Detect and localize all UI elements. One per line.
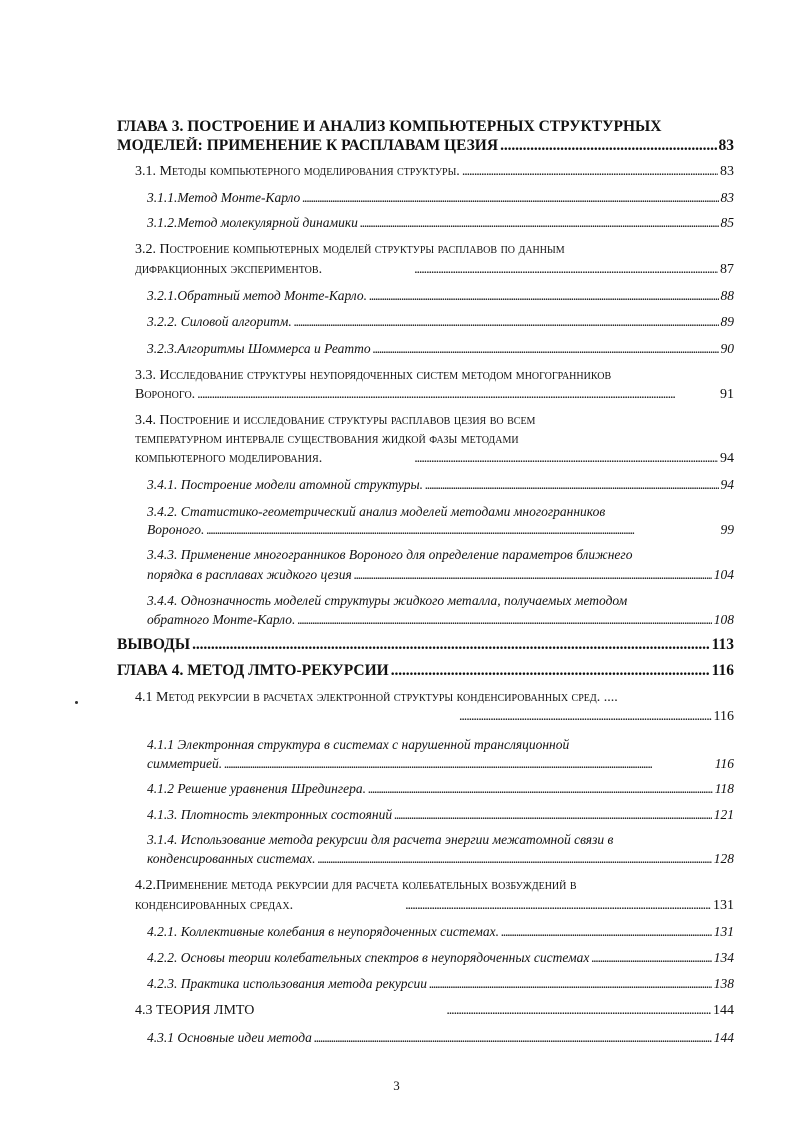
toc-entry-3-4-3[interactable] — [147, 566, 734, 583]
toc-entry-4-2-2[interactable] — [147, 949, 734, 966]
toc-entry-4-1-1-line1: 4.1.1 Электронная структура в системах с нарушенной трансляционной — [147, 737, 570, 752]
toc-entry-4-2[interactable] — [135, 897, 734, 914]
toc-entry-text: 3.2.2. Силовой алгоритм. — [147, 314, 292, 329]
leader-dots — [368, 780, 713, 797]
page-ref: 144 — [713, 1003, 734, 1018]
leader-dots — [414, 261, 718, 278]
toc-entry-4-1-line1: 4.1 Метод рекурсии в расчетах электронной структуры конденсированных сред. .... — [135, 690, 618, 705]
toc-entry-3-2-2[interactable] — [147, 313, 734, 330]
page-ref: 91 — [720, 387, 734, 402]
leader-dots — [425, 476, 718, 493]
page-ref: 99 — [720, 522, 734, 537]
toc-entry-text: порядка в расплавах жидкого цезия — [147, 567, 352, 582]
page-ref: 83 — [720, 190, 734, 205]
page-ref: 116 — [714, 756, 734, 771]
leader-dots — [294, 313, 719, 330]
toc-entry-text: Вороного. — [147, 522, 205, 537]
page-ref: 116 — [713, 709, 734, 724]
toc-entry-text: 4.3 ТЕОРИЯ ЛМТО — [135, 1003, 255, 1018]
toc-entry-text: симметрией. — [147, 756, 223, 771]
toc-entry-3-4[interactable] — [135, 450, 734, 467]
toc-entry-3-3-line1: 3.3. Исследование структуры неупорядоченных систем методом многогранников — [135, 368, 612, 383]
page-ref: 89 — [720, 314, 734, 329]
toc-chapter3-title-line2: МОДЕЛЕЙ: ПРИМЕНЕНИЕ К РАСПЛАВАМ ЦЕЗИЯ — [117, 137, 499, 154]
toc-entry-text: 3.2.1.Обратный метод Монте-Карло. — [147, 288, 367, 303]
toc-chapter3-title-line1: ГЛАВА 3. ПОСТРОЕНИЕ И АНАЛИЗ КОМПЬЮТЕРНЫХ СТРУКТУРНЫХ — [117, 118, 662, 135]
toc-entry-3-4-4-line1: 3.4.4. Однозначность моделей структуры жидкого металла, получаемых методом — [147, 593, 628, 608]
toc-entry-text: 4.2.3. Практика использования метода рекурсии — [147, 976, 427, 991]
page-ref: 131 — [713, 924, 734, 939]
toc-entry-text: 4.2.1. Коллективные колебания в неупорядоченных системах. — [147, 924, 500, 939]
toc-entry-3-2-3[interactable] — [147, 340, 734, 357]
toc-entry-3-1[interactable] — [135, 163, 734, 180]
page-ref: 94 — [720, 451, 734, 466]
page-ref: 118 — [714, 781, 734, 796]
toc-entry-3-3[interactable] — [135, 386, 734, 403]
toc-entry-4-1-2[interactable] — [147, 780, 734, 797]
leader-dots — [501, 923, 712, 940]
page-ref: 138 — [713, 976, 734, 991]
leader-dots — [197, 386, 718, 403]
page-ref: 104 — [713, 567, 734, 582]
page-number: 3 — [393, 1078, 400, 1093]
toc-entry-3-2[interactable] — [135, 261, 734, 278]
leader-dots — [391, 662, 710, 679]
leader-dots — [446, 1002, 711, 1019]
leader-dots — [405, 897, 711, 914]
toc-entry-text: 3.4.1. Построение модели атомной структуры. — [147, 477, 424, 492]
page-ref: 131 — [713, 898, 734, 913]
page-ref: 134 — [713, 950, 734, 965]
toc-entry-text: конденсированных средах. — [135, 898, 294, 913]
leader-dots — [354, 566, 712, 583]
page-ref: 144 — [713, 1030, 734, 1045]
page-ref: 94 — [720, 477, 734, 492]
leader-dots — [373, 340, 719, 357]
toc-entry-conclusions[interactable] — [117, 636, 734, 653]
toc-entry-text: 4.3.1 Основные идеи метода — [147, 1030, 312, 1045]
leader-dots — [500, 137, 716, 154]
leader-dots — [360, 214, 719, 231]
leader-dots — [297, 611, 711, 628]
leader-dots — [302, 189, 718, 206]
page-ref: 83 — [718, 137, 734, 154]
toc-entry-chapter4[interactable] — [117, 662, 734, 679]
toc-entry-text: конденсированных системах. — [147, 851, 316, 866]
page-ref: 85 — [720, 215, 734, 230]
page-ref: 116 — [711, 662, 734, 679]
toc-entry-4-2-3[interactable] — [147, 975, 734, 992]
toc-entry-3-1-4-line1: 3.1.4. Использование метода рекурсии для расчета энергии межатомной связи в — [147, 832, 614, 847]
toc-entry-3-4-2[interactable] — [147, 521, 734, 538]
leader-dots — [314, 1029, 712, 1046]
page-ref: 128 — [713, 851, 734, 866]
leader-dots — [224, 755, 713, 772]
toc-entry-text: 4.1.2 Решение уравнения Шредингера. — [147, 781, 366, 796]
toc-entry-4-3[interactable] — [135, 1002, 734, 1019]
page-ref: 90 — [720, 341, 734, 356]
toc-entry-text: обратного Монте-Карло. — [147, 612, 296, 627]
toc-entry-3-4-3-line1: 3.4.3. Применение многогранников Вороного для определение параметров ближнего — [147, 547, 633, 562]
toc-entry-4-1-1[interactable] — [147, 755, 734, 772]
page-ref: 121 — [713, 807, 734, 822]
toc-entry-3-1-4[interactable] — [147, 850, 734, 867]
toc-entry-4-2-1[interactable] — [147, 923, 734, 940]
toc-entry-3-4-1[interactable] — [147, 476, 734, 493]
toc-entry-3-1-1[interactable] — [147, 189, 734, 206]
toc-entry-text: 3.1. Методы компьютерного моделирования структуры. — [135, 164, 460, 179]
toc-entry-chapter3[interactable] — [117, 137, 734, 154]
leader-dots — [429, 975, 712, 992]
toc-entry-3-4-line2: температурном интервале существования жидкой фазы методами — [135, 432, 519, 447]
leader-dots — [414, 450, 718, 467]
toc-entry-3-2-line1: 3.2. Построение компьютерных моделей структуры расплавов по данным — [135, 242, 565, 257]
leader-dots — [369, 287, 719, 304]
toc-entry-3-4-2-line1: 3.4.2. Статистико-геометрический анализ моделей методами многогранников — [147, 504, 606, 519]
page-ref: 113 — [711, 636, 734, 653]
toc-entry-text: ГЛАВА 4. МЕТОД ЛМТО-РЕКУРСИИ — [117, 662, 389, 679]
toc-entry-4-1[interactable] — [135, 708, 734, 725]
toc-entry-3-2-1[interactable] — [147, 287, 734, 304]
toc-entry-text: дифракционных экспериментов. — [135, 262, 323, 277]
toc-entry-3-4-4[interactable] — [147, 611, 734, 628]
leader-dots — [462, 163, 718, 180]
toc-entry-4-2-line1: 4.2.Применение метода рекурсии для расчета колебательных возбуждений в — [135, 878, 577, 893]
toc-entry-text: 3.2.3.Алгоритмы Шоммерса и Реатто — [147, 341, 371, 356]
toc-entry-text: ВЫВОДЫ — [117, 636, 191, 653]
leader-dots — [394, 806, 712, 823]
toc-entry-3-4-line1: 3.4. Построение и исследование структуры расплавов цезия во всем — [135, 413, 536, 428]
leader-dots — [591, 949, 711, 966]
toc-entry-text: 4.1.3. Плотность электронных состояний — [147, 807, 393, 822]
toc-entry-4-1-3[interactable] — [147, 806, 734, 823]
toc-entry-text: компьютерного моделирования. — [135, 451, 323, 466]
toc-entry-text: Вороного. — [135, 387, 196, 402]
leader-dots — [317, 850, 711, 867]
leader-dots — [192, 636, 710, 653]
page-ref: 83 — [720, 164, 734, 179]
page-ref: 87 — [720, 262, 734, 277]
toc-entry-4-3-1[interactable] — [147, 1029, 734, 1046]
leader-dots — [459, 708, 712, 725]
toc-entry-text: 4.2.2. Основы теории колебательных спектров в неупорядоченных системах — [147, 950, 590, 965]
leader-dots — [206, 521, 718, 538]
page-ref: 108 — [713, 612, 734, 627]
toc-entry-text: 3.1.2.Метод молекулярной динамики — [147, 215, 358, 230]
toc-entry-3-1-2[interactable] — [147, 214, 734, 231]
scan-speck — [75, 701, 78, 704]
toc-entry-text: 3.1.1.Метод Монте-Карло — [147, 190, 301, 205]
page-ref: 88 — [720, 288, 734, 303]
